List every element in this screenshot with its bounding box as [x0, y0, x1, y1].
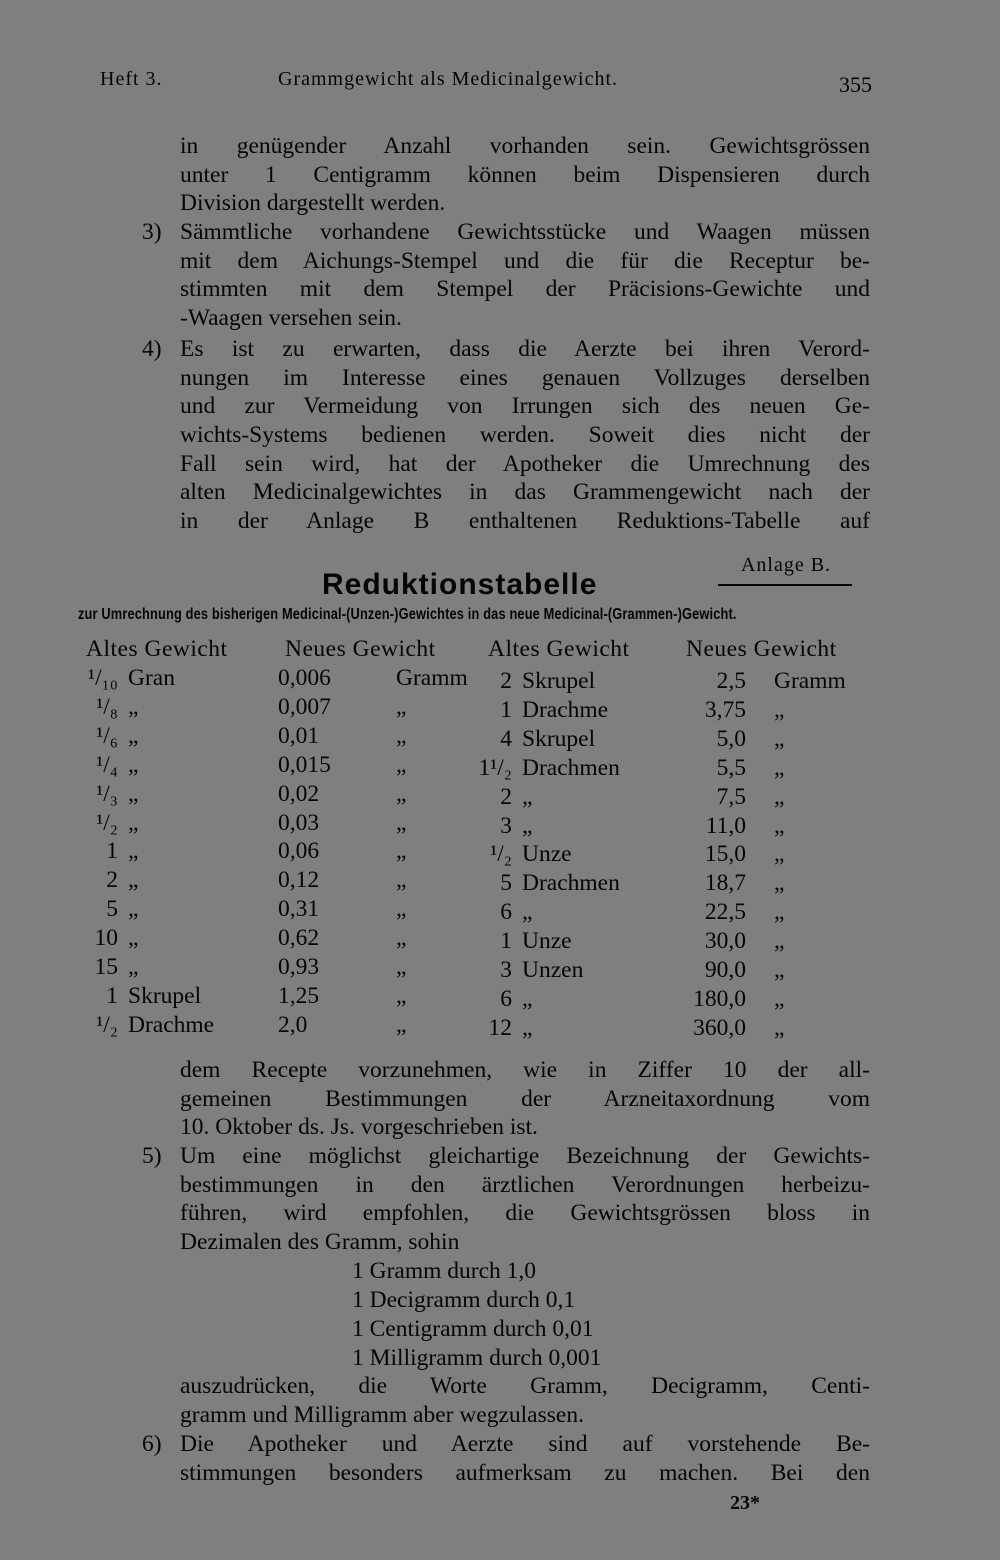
- formula-line: 1 Gramm durch 1,0: [352, 1258, 537, 1284]
- old-unit-cell: „: [522, 783, 533, 810]
- new-amount-cell: 0,62: [278, 925, 320, 952]
- new-unit-cell: „: [774, 696, 785, 723]
- old-amount-cell: 1: [500, 928, 512, 955]
- new-amount-cell: 0,007: [278, 693, 331, 720]
- old-amount-cell: ¹/₃: [96, 780, 118, 807]
- header-issue: Heft 3.: [100, 68, 163, 90]
- new-unit-cell: „: [396, 693, 407, 720]
- new-unit-cell: „: [774, 754, 785, 781]
- paragraph-continuation: [180, 132, 870, 218]
- text-line: Es ist zu erwarten, dass die Aerzte bei ihren Verord-: [180, 336, 870, 362]
- old-amount-cell: ¹/₁₀: [88, 665, 118, 691]
- item-number: 6): [142, 1431, 162, 1457]
- text-line: Fall sein wird, hat der Apotheker die Umrechnung des: [180, 450, 870, 477]
- new-amount-cell: 2,0: [278, 1011, 308, 1038]
- text-line: dem Recepte vorzunehmen, wie in Ziffer 10 der all-: [180, 1057, 870, 1083]
- item-6-text: [180, 1430, 870, 1487]
- old-amount-cell: ¹/₆: [96, 722, 118, 749]
- new-unit-cell: „: [396, 954, 407, 980]
- old-amount-cell: 1¹/₂: [478, 754, 512, 781]
- old-amount-cell: 1: [106, 982, 118, 1009]
- formula-line: 1 Milligramm durch 0,001: [352, 1345, 602, 1371]
- new-amount-cell: 180,0: [693, 985, 746, 1012]
- item-number: 5): [142, 1143, 162, 1169]
- new-amount-cell: 0,12: [278, 867, 320, 894]
- old-unit-cell: „: [128, 925, 139, 952]
- item-number: 3): [142, 219, 162, 245]
- old-unit-cell: „: [128, 693, 139, 720]
- text-line: alten Medicinalgewichtes in das Grammengewicht nach der: [180, 479, 870, 506]
- new-unit-cell: „: [396, 1011, 407, 1038]
- text-line: in genügender Anzahl vorhanden sein. Gewichtsgrössen: [180, 133, 870, 159]
- text-line: Um eine möglichst gleichartige Bezeichnung der Gewichts-: [180, 1143, 870, 1169]
- new-amount-cell: 0,02: [278, 780, 320, 807]
- text-line: Sämmtliche vorhandene Gewichtsstücke und Waagen müssen: [180, 219, 870, 245]
- old-amount-cell: 5: [106, 896, 118, 923]
- new-unit-cell: „: [774, 841, 785, 868]
- old-unit-cell: „: [522, 812, 533, 839]
- new-amount-cell: 30,0: [704, 928, 746, 955]
- old-unit-cell: „: [128, 838, 139, 865]
- old-unit-cell: „: [128, 867, 139, 894]
- old-amount-cell: 10: [94, 925, 118, 952]
- old-amount-cell: ¹/₈: [96, 693, 118, 720]
- old-amount-cell: 3: [500, 957, 512, 983]
- new-unit-cell: „: [774, 985, 785, 1012]
- formula-line: 1 Decigramm durch 0,1: [352, 1287, 576, 1313]
- old-unit-cell: „: [128, 809, 139, 836]
- old-unit-cell: „: [522, 899, 533, 926]
- old-unit-cell: „: [128, 722, 139, 749]
- signature-mark: 23*: [730, 1492, 760, 1514]
- new-amount-cell: 5,5: [716, 754, 746, 781]
- table-header-old-weight: Altes Gewicht: [86, 636, 228, 662]
- old-amount-cell: ¹/₂: [96, 1011, 118, 1038]
- new-unit-cell: „: [396, 751, 407, 778]
- new-amount-cell: 5,0: [716, 725, 746, 752]
- old-amount-cell: 6: [500, 985, 512, 1012]
- old-unit-cell: Skrupel: [522, 725, 596, 752]
- old-amount-cell: ¹/₂: [490, 841, 512, 868]
- old-amount-cell: 1: [106, 838, 118, 865]
- new-unit-cell: „: [396, 722, 407, 749]
- text-line: in der Anlage B enthaltenen Reduktions-Tabelle auf: [180, 508, 870, 535]
- new-amount-cell: 22,5: [704, 899, 746, 926]
- new-unit-cell: „: [774, 812, 785, 839]
- text-line: Die Apotheker und Aerzte sind auf vorstehende Be-: [180, 1431, 870, 1457]
- new-unit-cell: „: [396, 809, 407, 836]
- text-line: Division dargestellt werden.: [180, 190, 446, 217]
- text-line: stimmungen besonders aufmerksam zu machen. Bei den: [180, 1459, 870, 1486]
- old-amount-cell: ¹/₂: [96, 809, 118, 836]
- old-unit-cell: Skrupel: [128, 982, 202, 1009]
- text-line: bestimmungen in den ärztlichen Verordnungen herbeizu-: [180, 1171, 870, 1198]
- old-amount-cell: 15: [94, 954, 118, 980]
- text-line: auszudrücken, die Worte Gramm, Decigramm, Centi-: [180, 1373, 870, 1399]
- new-amount-cell: 0,93: [278, 954, 320, 980]
- new-unit-cell: „: [774, 928, 785, 955]
- new-amount-cell: 0,015: [278, 751, 331, 778]
- new-amount-cell: 18,7: [704, 870, 746, 897]
- new-amount-cell: 7,5: [716, 783, 746, 810]
- old-unit-cell: „: [522, 985, 533, 1012]
- new-unit-cell: „: [774, 1014, 785, 1041]
- new-amount-cell: 0,03: [278, 809, 320, 836]
- new-unit-cell: „: [774, 870, 785, 897]
- header-title: Grammgewicht als Medicinalgewicht.: [278, 68, 619, 90]
- item-5-continuation: [180, 1372, 870, 1429]
- text-line: führen, wird empfohlen, die Gewichtsgrössen bloss in: [180, 1200, 870, 1227]
- old-unit-cell: Gran: [128, 665, 175, 691]
- item-number: 4): [142, 336, 162, 362]
- new-amount-cell: 0,01: [278, 722, 320, 749]
- new-unit-cell: „: [396, 925, 407, 952]
- old-amount-cell: 2: [500, 668, 512, 694]
- new-unit-cell: „: [774, 725, 785, 752]
- item-3-text: [180, 218, 870, 333]
- new-amount-cell: 360,0: [693, 1014, 746, 1041]
- old-amount-cell: 2: [106, 867, 118, 894]
- text-line: wichts-Systems bedienen werden. Soweit dies nicht der: [180, 422, 870, 449]
- new-unit-cell: „: [774, 899, 785, 926]
- new-unit-cell: Gramm: [774, 668, 846, 694]
- table-header-old-weight: Altes Gewicht: [488, 636, 630, 662]
- text-line: Dezimalen des Gramm, sohin: [180, 1229, 460, 1256]
- new-amount-cell: 3,75: [704, 696, 746, 723]
- old-unit-cell: Unze: [522, 841, 572, 868]
- paragraph-after-table: [180, 1056, 870, 1142]
- old-amount-cell: 4: [500, 725, 512, 752]
- formula-line: 1 Centigramm durch 0,01: [352, 1316, 594, 1342]
- old-amount-cell: ¹/₄: [96, 751, 118, 778]
- old-unit-cell: „: [128, 780, 139, 807]
- new-unit-cell: „: [396, 780, 407, 807]
- old-amount-cell: 5: [500, 870, 512, 897]
- old-unit-cell: „: [522, 1014, 533, 1041]
- appendix-label: Anlage B.: [740, 554, 832, 576]
- new-amount-cell: 1,25: [278, 982, 320, 1009]
- new-unit-cell: Gramm: [396, 665, 468, 691]
- new-unit-cell: „: [774, 957, 785, 983]
- text-line: stimmten mit dem Stempel der Präcisions-Gewichte und: [180, 276, 870, 303]
- new-amount-cell: 90,0: [704, 957, 746, 983]
- appendix-rule: [718, 584, 852, 586]
- new-amount-cell: 0,06: [278, 838, 320, 865]
- new-unit-cell: „: [396, 982, 407, 1009]
- old-unit-cell: „: [128, 751, 139, 778]
- old-unit-cell: „: [128, 896, 139, 923]
- old-unit-cell: Drachmen: [522, 754, 620, 781]
- old-unit-cell: Drachmen: [522, 870, 620, 897]
- text-line: -Waagen versehen sein.: [180, 305, 402, 332]
- table-subtitle: zur Umrechnung des bisherigen Medicinal-(Unzen-)Gewichtes in das neue Medicinal-(Grammen-)Gewicht.: [78, 606, 737, 623]
- new-amount-cell: 0,31: [278, 896, 320, 923]
- page-header: [100, 68, 872, 98]
- text-line: gramm und Milligramm aber wegzulassen.: [180, 1401, 584, 1428]
- text-line: nungen im Interesse eines genauen Vollzuges derselben: [180, 364, 870, 391]
- text-line: und zur Vermeidung von Irrungen sich des neuen Ge-: [180, 393, 870, 420]
- text-line: 10. Oktober ds. Js. vorgeschrieben ist.: [180, 1114, 538, 1141]
- table-header-new-weight: Neues Gewicht: [686, 636, 837, 662]
- item-5-text: [180, 1142, 870, 1257]
- text-line: unter 1 Centigramm können beim Dispensieren durch: [180, 161, 870, 188]
- page-number: 355: [839, 72, 872, 97]
- item-4-text: [180, 335, 870, 536]
- new-amount-cell: 15,0: [704, 841, 746, 868]
- old-unit-cell: „: [128, 954, 139, 980]
- new-unit-cell: „: [396, 838, 407, 865]
- old-amount-cell: 12: [488, 1014, 512, 1041]
- old-amount-cell: 2: [500, 783, 512, 810]
- old-unit-cell: Drachme: [128, 1011, 215, 1038]
- new-amount-cell: 2,5: [716, 668, 746, 694]
- old-unit-cell: Unzen: [522, 957, 584, 983]
- new-amount-cell: 0,006: [278, 665, 331, 691]
- new-unit-cell: „: [396, 867, 407, 894]
- old-amount-cell: 6: [500, 899, 512, 926]
- old-unit-cell: Unze: [522, 928, 572, 955]
- old-unit-cell: Skrupel: [522, 668, 596, 694]
- old-amount-cell: 1: [500, 696, 512, 723]
- old-amount-cell: 3: [500, 812, 512, 839]
- new-unit-cell: „: [774, 783, 785, 810]
- old-unit-cell: Drachme: [522, 696, 609, 723]
- text-line: mit dem Aichungs-Stempel und die für die Receptur be-: [180, 247, 870, 274]
- table-title: Reduktionstabelle: [322, 568, 598, 601]
- new-amount-cell: 11,0: [705, 812, 746, 839]
- text-line: gemeinen Bestimmungen der Arzneitaxordnung vom: [180, 1085, 870, 1112]
- table-header-new-weight: Neues Gewicht: [285, 636, 436, 662]
- new-unit-cell: „: [396, 896, 407, 923]
